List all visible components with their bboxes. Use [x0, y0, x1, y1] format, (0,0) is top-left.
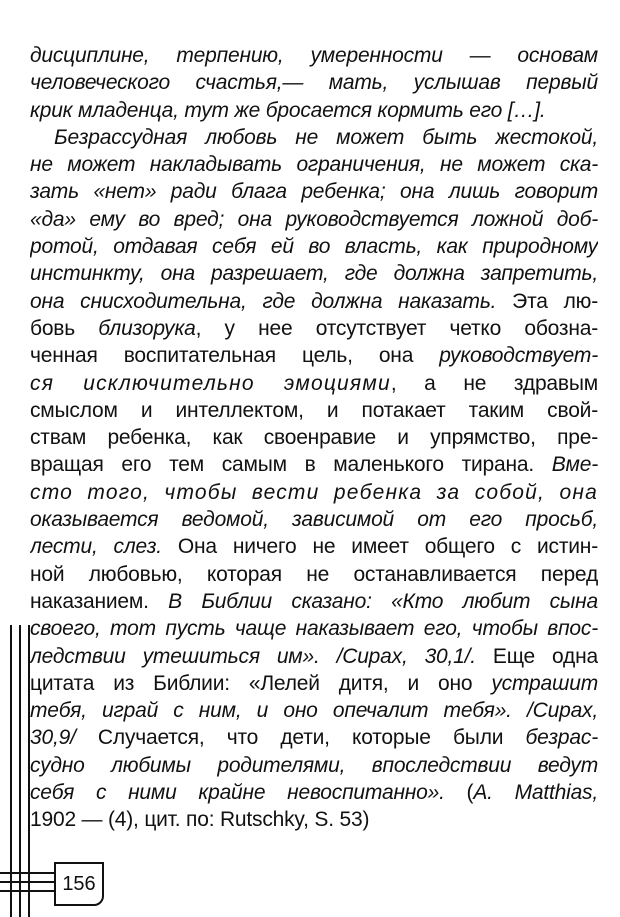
text-run: человеческого счастья,— мать, услышав первый	[30, 71, 598, 95]
text-run: зать «нет» ради блага ребенка; она лишь говорит	[30, 180, 598, 204]
text-line	[30, 670, 598, 697]
text-line	[30, 233, 598, 260]
text-line	[30, 643, 598, 670]
text-run: (	[444, 781, 474, 805]
text-run: дисциплине, терпению, умеренности — основам	[30, 44, 598, 67]
text-line	[30, 124, 598, 151]
text-line	[30, 260, 598, 287]
text-line	[30, 779, 598, 806]
text-line	[30, 451, 598, 478]
footer-rule-1	[0, 872, 54, 874]
text-run: Еще одна	[475, 644, 598, 668]
text-line	[30, 315, 598, 342]
text-run: цитата из Библии: «Лелей дитя, и оно	[30, 671, 492, 695]
text-line	[30, 206, 598, 233]
text-line	[30, 561, 598, 588]
text-run: ледствии утешиться им». /Сирах, 30,1/.	[30, 644, 476, 668]
text-run: она снисходительна, где должна наказать.	[30, 289, 497, 313]
text-line	[30, 724, 598, 751]
text-run: смыслом и интеллектом, и потакает таким свой-	[30, 398, 598, 422]
text-run: близорука	[98, 316, 196, 340]
text-run: своего, тот пусть чаще наказывает его, чтобы впос-	[30, 617, 598, 641]
text-run: 30,9/	[30, 726, 76, 750]
text-run: инстинкту, она разрешает, где должна запретить,	[30, 262, 598, 286]
text-line	[30, 697, 598, 724]
footer-rule-3	[0, 890, 54, 892]
footer-rule-2	[0, 881, 54, 883]
text-run: «да» ему во вред; она руководствуется ложной доб-	[30, 207, 598, 231]
text-run: ротой, отдавая себя ей во власть, как природному	[30, 235, 598, 259]
text-line	[30, 97, 598, 124]
text-line	[30, 588, 598, 615]
text-run: сто того, чтобы вести ребенка за собой, она	[30, 480, 598, 504]
text-line	[30, 506, 598, 533]
text-line	[30, 479, 598, 506]
text-line	[30, 342, 598, 369]
text-run: , у нее отсутствует четко обозна-	[195, 316, 598, 340]
text-run: Безрассудная любовь не может быть жестокой,	[54, 125, 598, 149]
text-line	[30, 178, 598, 205]
text-run: бовь	[30, 316, 99, 340]
text-line	[30, 615, 598, 642]
text-run: руководствует-	[439, 344, 598, 368]
text-run: Вме-	[551, 453, 598, 477]
text-line	[30, 424, 598, 451]
text-run: В Библии сказано: «Кто любит сына	[168, 589, 598, 613]
text-run: крик младенца, тут же бросается кормить его […].	[30, 98, 546, 122]
text-line	[30, 288, 598, 315]
text-run: ченная воспитательная цель, она	[30, 344, 440, 368]
text-run: 1902 — (4), цит. по: Rutschky, S. 53)	[30, 808, 370, 832]
text-line	[30, 69, 598, 96]
text-line	[30, 397, 598, 424]
text-run: себя с ними крайне невоспитанно».	[30, 781, 445, 805]
text-run: безрас-	[525, 726, 598, 750]
text-line	[30, 806, 598, 833]
text-line	[30, 42, 598, 69]
text-run: Она ничего не имеет общего с истин-	[161, 535, 598, 559]
text-run: наказанием.	[30, 589, 169, 613]
body-text	[30, 42, 598, 834]
text-run: ся исключительно эмоциями	[30, 371, 391, 395]
text-run: не может накладывать ограничения, не может ска-	[30, 153, 598, 177]
text-run: Эта лю-	[496, 289, 598, 313]
text-run: судно любимы родителями, впоследствии ведут	[30, 753, 598, 777]
text-line	[30, 151, 598, 178]
text-run: Случается, что дети, которые были	[75, 726, 526, 750]
text-run: A. Matthias,	[473, 781, 598, 805]
text-run: вращая его тем самым в маленького тирана.	[30, 453, 552, 477]
text-line	[30, 752, 598, 779]
text-run: тебя, играй с ним, и оно опечалит тебя». /Сирах,	[30, 699, 598, 723]
text-run: устрашит	[491, 671, 598, 695]
text-run: ной любовью, которая не останавливается перед	[30, 562, 598, 586]
text-run: оказывается ведомой, зависимой от его просьб,	[30, 508, 598, 532]
page-number-box	[54, 862, 104, 906]
text-run: ствам ребенка, как своенравие и упрямство, пре-	[30, 426, 598, 450]
text-line	[30, 370, 598, 397]
text-run: лести, слез.	[30, 535, 162, 559]
text-line	[30, 533, 598, 560]
text-run: , а не здравым	[390, 371, 598, 395]
page-number: 156	[62, 873, 96, 895]
